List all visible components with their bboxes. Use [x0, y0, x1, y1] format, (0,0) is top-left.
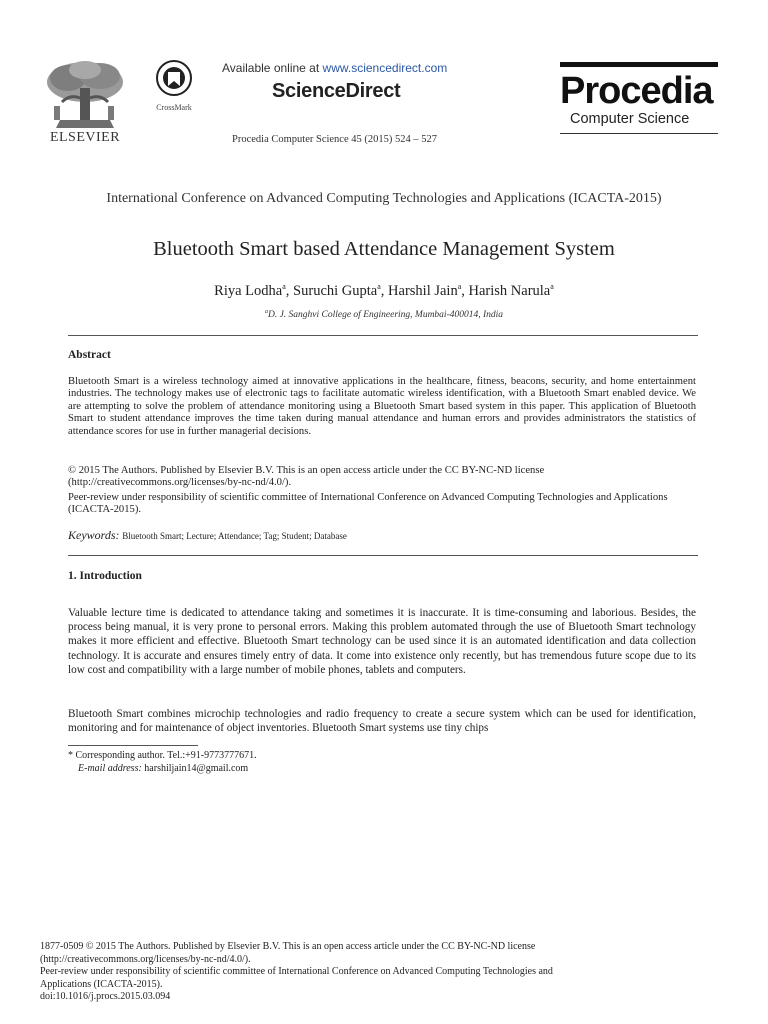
peer-review-notice: Peer-review under responsibility of scientific committee of International Conference on Advanced Computing Technologies and Applications (ICACTA-2015). [68, 492, 668, 516]
footer-peer-review: Peer-review under responsibility of scientific committee of International Conference on Advanced Computing Technologies and [40, 966, 553, 978]
corresponding-author: * Corresponding author. Tel.:+91-9773777671. [68, 750, 257, 761]
crossmark-icon [156, 60, 192, 96]
footer-issn-line: 1877-0509 © 2015 The Authors. Published by Elsevier B.V. This is an open access article under the CC BY-NC-ND license [40, 941, 536, 952]
footnote-rule [68, 745, 198, 746]
procedia-brand [560, 62, 718, 134]
author-separator: , [285, 282, 294, 299]
abstract-text: Bluetooth Smart is a wireless technology aimed at innovative applications in the healthcare, fitness, beacons, security, and home entertainment industries. The technology makes use of electronic tags to facilitate automatic wireless identification, with a Bluetooth Smart enabled device. We are attempting to solve the problem of attendance monitoring using a Bluetooth Smart based system in this paper. This application of Bluetooth Smart to student attendance improves the time taken during manual attendance and human errors and provides administrators the statistics of attendance scores for use in further managerial decisions. [68, 376, 696, 437]
footer-doi[interactable]: doi:10.1016/j.procs.2015.03.094 [40, 991, 171, 1003]
footer-peer-review-cont: Applications (ICACTA-2015). [40, 978, 163, 990]
brand-bottom-rule [560, 133, 718, 134]
body-paragraph: Bluetooth Smart combines microchip technologies and radio frequency to create a secure system which can be used for identification, monitoring and for maintenance of object inventories. Bluetooth Smart systems use tiny chips [68, 708, 696, 735]
email-address[interactable]: harshiljain14@gmail.com [144, 763, 249, 774]
affiliation-mark: a [264, 309, 268, 315]
brand-top-rule [560, 62, 718, 67]
author-separator: , [461, 282, 469, 299]
sciencedirect-link[interactable]: www.sciencedirect.com [322, 61, 448, 75]
affiliation-mark: a [550, 282, 554, 291]
author-list [70, 282, 698, 300]
author-name: Riya Lodha [214, 282, 283, 299]
crossmark-badge[interactable] [148, 60, 200, 112]
keywords [68, 528, 696, 543]
license-link[interactable]: (http://creativecommons.org/licenses/by-nc-nd/4.0/). [68, 477, 292, 489]
available-prefix: Available online at [222, 61, 323, 75]
copyright-text: © 2015 The Authors. Published by Elsevier B.V. This is an open access article under the CC BY-NC-ND license [68, 465, 545, 476]
affiliation [70, 309, 698, 320]
author-name: Harshil Jain [388, 282, 458, 299]
journal-subtitle: Computer Science [570, 111, 690, 127]
crossmark-label: CrossMark [156, 103, 192, 112]
body-paragraph: Valuable lecture time is dedicated to attendance taking and sometimes it is inaccurate. It is time-consuming and laborious. Besides, the process being manual, it is very prone to personal errors. Making this problem automated through the use of Bluetooth Smart technology makes it more efficient and effective. Bluetooth Smart technology can be used since it is an automated identification and data collection technology. It is accurate and ensures timely entry of data. It come into existence only recently, but has tremendous future scope due to its low cost and compatibility with a large number of mobile phones, tablets and computers. [68, 607, 696, 676]
copyright-notice [68, 465, 696, 490]
author-name: Harish Narula [468, 282, 551, 299]
available-online-line [222, 61, 447, 75]
keywords-list: Bluetooth Smart; Lecture; Attendance; Tag; Student; Database [122, 531, 347, 541]
paper-title: Bluetooth Smart based Attendance Management System [153, 238, 615, 260]
email-label: E-mail address: [78, 763, 142, 774]
sciencedirect-brand: ScienceDirect [272, 80, 401, 102]
abstract-heading: Abstract [68, 349, 111, 361]
author-separator: , [380, 282, 389, 299]
author-name: Suruchi Gupta [293, 282, 378, 299]
journal-citation: Procedia Computer Science 45 (2015) 524 – 527 [232, 134, 437, 145]
email-line [78, 763, 248, 774]
divider [68, 335, 698, 336]
affiliation-text: D. J. Sanghvi College of Engineering, Mumbai-400014, India [267, 310, 504, 321]
tree-icon [40, 58, 130, 130]
keywords-label: Keywords: [68, 528, 120, 542]
divider [68, 555, 698, 556]
conference-name: International Conference on Advanced Computing Technologies and Applications (ICACTA-2015) [106, 191, 662, 206]
affiliation-mark: a [457, 282, 462, 291]
affiliation-mark: a [282, 282, 286, 291]
section-heading: 1. Introduction [68, 570, 142, 582]
publisher-wordmark: ELSEVIER [49, 130, 121, 145]
footer-license-link[interactable]: (http://creativecommons.org/licenses/by-nc-nd/4.0/). [40, 953, 251, 965]
affiliation-mark: a [377, 282, 381, 291]
page-footer [40, 941, 680, 1004]
journal-brand: Procedia [560, 70, 713, 112]
